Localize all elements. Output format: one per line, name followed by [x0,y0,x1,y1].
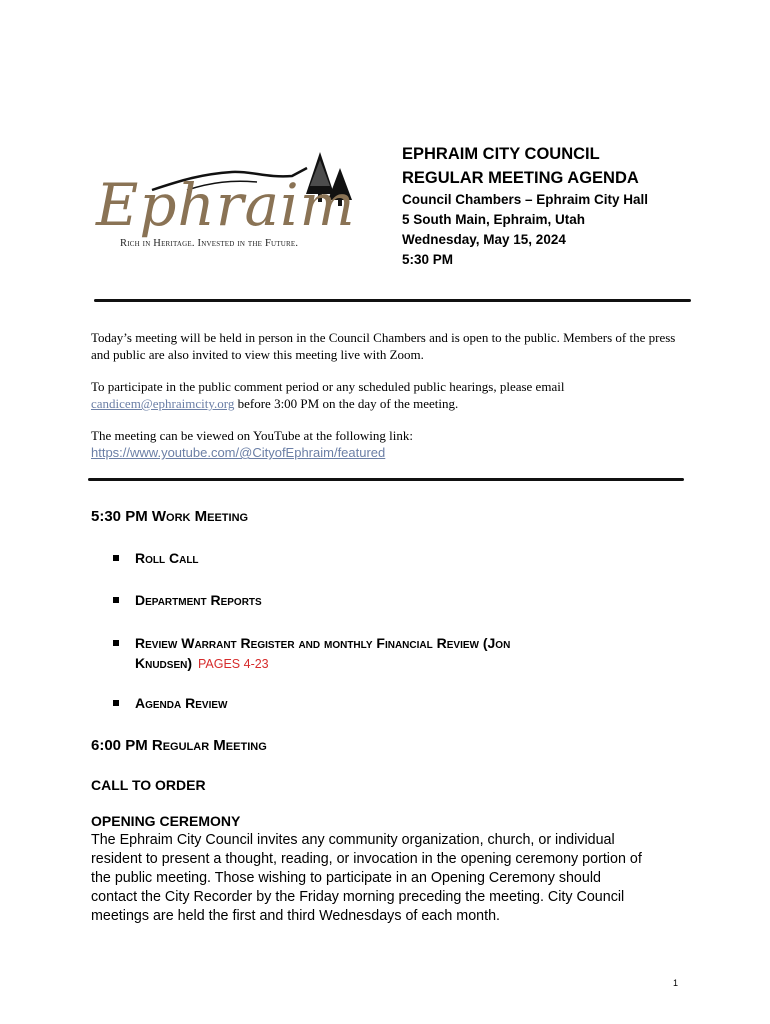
agenda-header [402,142,648,270]
work-meeting-heading: 5:30 PM Work Meeting [91,508,249,525]
youtube-link[interactable]: https://www.youtube.com/@CityofEphraim/featured [91,445,386,460]
agenda-item-department-reports: Department Reports [113,592,262,608]
opening-ceremony-text: The Ephraim City Council invites any community organization, church, or individual resident to present a thought, reading, or invocation in the opening ceremony portion of the public meeting. Those wishing to participate in an Opening Ceremony should contact the City Recorder by the Friday morning preceding the meeting. City Council meetings are held the first and third Wednesdays of each month. [91,832,642,924]
regular-meeting-heading: 6:00 PM Regular Meeting [91,737,267,754]
intro-divider [88,478,684,481]
agenda-item-warrant-register: Review Warrant Register and monthly Financial Review (Jon Knudsen) PAGES 4-23 [113,633,510,674]
venue: Council Chambers – Ephraim City Hall [402,192,649,207]
meeting-time: 5:30 PM [402,252,454,267]
agenda-title: REGULAR MEETING AGENDA [402,169,639,187]
header-divider [94,299,691,302]
opening-ceremony-heading: OPENING CEREMONY [91,813,241,829]
council-title: EPHRAIM CITY COUNCIL [402,145,600,163]
page-number: 1 [673,978,679,988]
logo-tagline: Rich in Heritage. Invested in the Future. [120,238,299,249]
city-logo [92,150,367,260]
public-comment-paragraph [91,378,691,412]
agenda-item-roll-call: Roll Call [113,550,199,566]
meeting-date: Wednesday, May 15, 2024 [402,232,566,247]
agenda-item-agenda-review: Agenda Review [113,695,227,711]
pages-reference: PAGES 4-23 [198,657,269,671]
address: 5 South Main, Ephraim, Utah [402,212,586,227]
youtube-paragraph [91,427,691,461]
public-comment-deadline: before 3:00 PM on the day of the meeting. [234,396,459,411]
intro-paragraph: Today’s meeting will be held in person in the Council Chambers and is open to the public. Members of the press and public are also invited to view this meeting live with Zoom. [91,330,676,362]
email-link[interactable]: candicem@ephraimcity.org [91,396,235,411]
public-comment-text: To participate in the public comment period or any scheduled public hearings, please email [91,379,565,394]
bullet-icon [113,597,119,603]
bullet-icon [113,640,119,646]
bullet-icon [113,700,119,706]
logo-wordmark: Ephraim [96,171,356,239]
bullet-icon [113,555,119,561]
youtube-text: The meeting can be viewed on YouTube at the following link: [91,428,413,443]
call-to-order-heading: CALL TO ORDER [91,777,206,793]
